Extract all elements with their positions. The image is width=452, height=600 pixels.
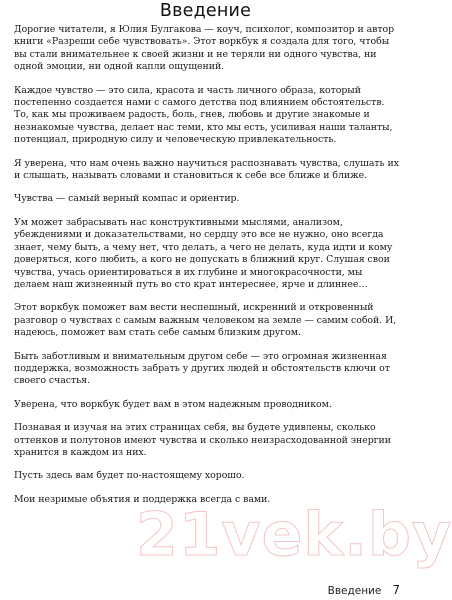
- paragraph: Этот воркбук поможет вам вести неспешный, искренний и откровенный разговор о чувствах с самым важным человеком на земле — самим собой. И, надеюсь, поможет вам стать себе самым близким другом.: [14, 302, 397, 339]
- body-text: [14, 24, 400, 517]
- paragraph: Каждое чувство — это сила, красота и часть личного образа, который постепенно создается нами с самого детства под влиянием обстоятельств. То, как мы проживаем радость, боль, гнев, любовь и другие знакомые и незнакомые чувства, делает нас теми, кто мы есть, усиливая наши таланты, потенциал, природную силу и человеческую привлекательность.: [14, 84, 393, 146]
- paragraph: Я уверена, что нам очень важно научиться распознавать чувства, слушать их и слышать, называть словами и становиться к себе все ближе и ближе.: [14, 157, 399, 182]
- paragraph: Чувства — самый верный компас и ориентир.: [14, 193, 240, 205]
- page-number: 7: [392, 583, 400, 597]
- paragraph: Ум может забрасывать нас конструктивными мыслями, анализом, убеждениями и доказательствами, но сердцу это все не нужно, оно всегда знает, чему быть, а чему нет, что делать, а чего не делать, куда идти и кому доверяться, кого любить, а кого не допускать в ближний круг. Слушая свои чувства, учась ориентироваться в их глубине и многокрасочности, мы делаем наш жизненный путь во сто крат интереснее, ярче и длиннее…: [14, 216, 393, 290]
- paragraph: Познавая и изучая на этих страницах себя, вы будете удивлены, сколько оттенков и полутонов имеют чувства и сколько неизрасходованной энергии хранится в каждом из них.: [14, 422, 391, 458]
- page-footer: [328, 583, 400, 597]
- paragraph: Быть заботливым и внимательным другом себе — это огромная жизненная поддержка, возможность забрать у других людей и обстоятельств ключи от своего счастья.: [14, 350, 390, 387]
- paragraph: Мои незримые объятия и поддержка всегда с вами.: [14, 493, 271, 505]
- paragraph: Дорогие читатели, я Юлия Булгакова — коуч, психолог, композитор и автор книги «Разреши себе чувствовать». Этот воркбук я создала для того, чтобы вы стали внимательнее к своей жизни и не теряли ни одного чувства, ни одной эмоции, ни одной капли ощущений.: [14, 24, 395, 73]
- page-title: Введение: [159, 1, 252, 21]
- watermark: 21vek.by: [136, 500, 452, 570]
- paragraph: Уверена, что воркбук будет вам в этом надежным проводником.: [14, 398, 332, 410]
- footer-section-title: Введение: [327, 585, 382, 597]
- paragraph: Пусть здесь вам будет по-настоящему хорошо.: [14, 470, 245, 482]
